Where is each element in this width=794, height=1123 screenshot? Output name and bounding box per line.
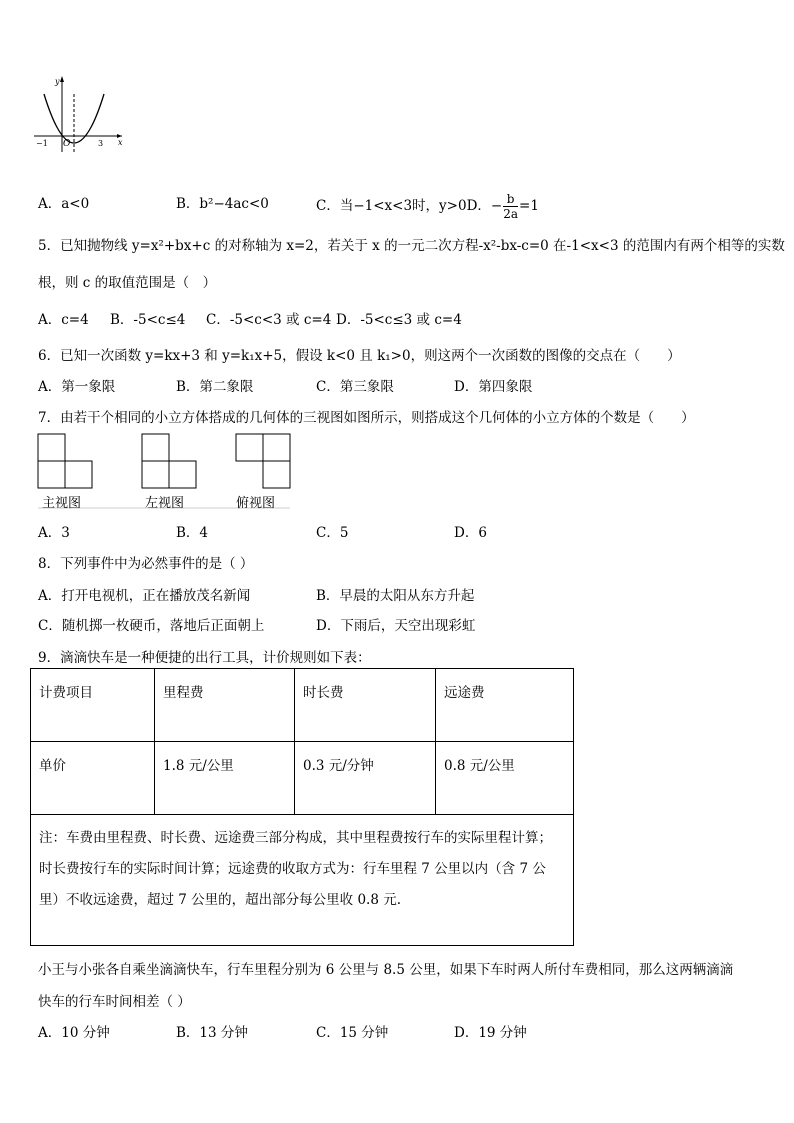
q6-option-d: D．第四象限 [454, 379, 533, 395]
q9-option-d: D．19 分钟 [454, 1025, 527, 1041]
y-axis-label: y [55, 77, 60, 86]
q8-option-b: B．早晨的太阳从东方升起 [316, 588, 475, 604]
q9-stem: 9．滴滴快车是一种便捷的出行工具，计价规则如下表： [38, 650, 371, 666]
table-row [31, 742, 574, 815]
q4-option-d-tail: =1 [519, 198, 539, 214]
table-header-row [31, 669, 574, 742]
fee-table [30, 668, 574, 946]
table-cell: 0.8 元/公里 [436, 742, 574, 815]
q5-option-b: B．-5<c≤4 [110, 312, 186, 328]
q7-option-a: A．3 [38, 525, 70, 541]
table-header-cell: 远途费 [436, 669, 574, 742]
q7-option-c: C．5 [316, 525, 349, 541]
fraction-numerator: b [503, 192, 518, 207]
q8-stem: 8．下列事件中为必然事件的是（ ） [38, 556, 254, 572]
table-cell: 单价 [31, 742, 155, 815]
y-axis-arrow [60, 76, 64, 82]
front-view-label: 主视图 [42, 496, 82, 511]
q6-option-b: B．第二象限 [176, 379, 254, 395]
tick-3: 3 [98, 139, 104, 148]
q9-option-c: C．15 分钟 [316, 1025, 389, 1041]
table-header-cell: 里程费 [155, 669, 295, 742]
origin-label: O [63, 139, 71, 149]
q5-stem-line1: 5．已知抛物线 y=x²+bx+c 的对称轴为 x=2，若关于 x 的一元二次方程-x²-bx-c=0 在-1<x<3 的范围内有两个相等的实数 [38, 238, 785, 254]
table-header-cell: 时长费 [295, 669, 436, 742]
q9-option-b: B．13 分钟 [176, 1025, 248, 1041]
parabola-graph [34, 74, 126, 154]
front-view [38, 434, 92, 488]
table-note: 注：车费由里程费、时长费、远途费三部分构成，其中里程费按行车的实际里程计算；时长费按行车的实际时间计算；远途费的收取方式为：行车里程 7 公里以内（含 7 公里）不收远途费，超过 7 公里的，超出部分每公里收 0.8 元. [31, 815, 574, 946]
q7-option-d: D．6 [454, 525, 487, 541]
q7-option-b: B．4 [176, 525, 209, 541]
q9-option-a: A．10 分钟 [38, 1025, 110, 1041]
q5-stem-line2: 根，则 c 的取值范围是（ ） [38, 275, 217, 291]
top-view [236, 434, 290, 488]
table-note-row [31, 815, 574, 946]
q4-option-c-text: C．当−1<x<3时，y>0D．− [316, 198, 503, 214]
top-view-label: 俯视图 [236, 496, 276, 511]
left-view [142, 434, 196, 488]
q9-after-line2: 快车的行车时间相差（ ） [38, 994, 191, 1010]
table-cell: 0.3 元/分钟 [295, 742, 436, 815]
q6-option-c: C．第三象限 [316, 379, 394, 395]
q8-option-c: C．随机掷一枚硬币，落地后正面朝上 [38, 618, 265, 634]
q9-after-line1: 小王与小张各自乘坐滴滴快车，行车里程分别为 6 公里与 8.5 公里，如果下车时两人所付车费相同，那么这两辆滴滴 [38, 962, 734, 978]
left-view-label: 左视图 [145, 496, 185, 511]
q6-option-a: A．第一象限 [38, 379, 116, 395]
tick-neg1: −1 [36, 139, 48, 148]
q5-option-c: C．-5<c<3 或 c=4 [206, 312, 332, 328]
q5-option-d: D．-5<c≤3 或 c=4 [336, 312, 462, 328]
fraction-b-over-2a [503, 192, 518, 221]
x-axis-label: x [118, 138, 123, 147]
q4-option-b: B．b²−4ac<0 [176, 196, 269, 212]
q4-option-a: A．a<0 [38, 196, 90, 212]
fraction-denominator: 2a [503, 207, 519, 221]
table-cell: 1.8 元/公里 [155, 742, 295, 815]
q6-stem: 6．已知一次函数 y=kx+3 和 y=k₁x+5，假设 k<0 且 k₁>0，则这两个一次函数的图像的交点在（ ） [38, 348, 681, 364]
q8-option-a: A．打开电视机，正在播放茂名新闻 [38, 588, 251, 604]
table-header-cell: 计费项目 [31, 669, 155, 742]
q5-option-a: A．c=4 [38, 312, 89, 328]
q7-stem: 7．由若干个相同的小立方体搭成的几何体的三视图如图所示，则搭成这个几何体的小立方体的个数是（ ） [38, 410, 695, 426]
q4-option-c [316, 192, 539, 221]
q8-option-d: D．下雨后，天空出现彩虹 [316, 618, 476, 634]
